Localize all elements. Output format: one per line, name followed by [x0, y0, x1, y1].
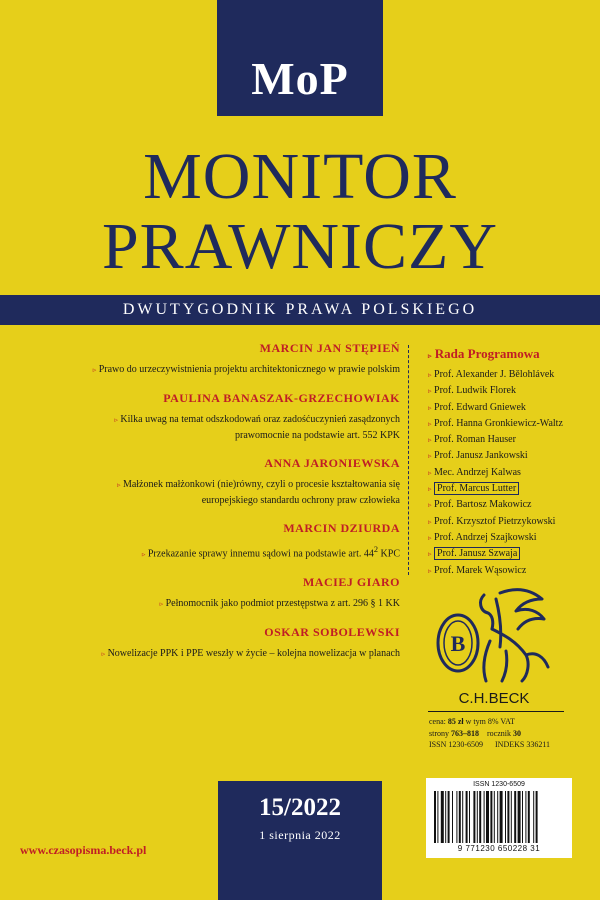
- triangle-bullet-icon: ▹: [428, 501, 432, 510]
- barcode-bar: [445, 791, 446, 843]
- article-author: MARCIN JAN STĘPIEŃ: [259, 341, 400, 355]
- barcode-bar: [490, 791, 492, 843]
- triangle-bullet-icon: ▹: [428, 517, 432, 526]
- barcode-bar: [514, 791, 516, 843]
- council-members: [428, 367, 593, 579]
- journal-logo: MoP: [251, 53, 349, 104]
- council-member: ▹ Mec. Andrzej Kalwas: [428, 466, 521, 478]
- triangle-bullet-icon: ▹: [428, 485, 432, 494]
- barcode-bar: [469, 791, 470, 843]
- council-member: ▹ Prof. Andrzej Szajkowski: [428, 531, 537, 543]
- triangle-bullet-icon: ▹: [428, 419, 432, 428]
- barcode-bar: [462, 791, 463, 843]
- publisher-rule: [428, 711, 564, 712]
- barcode-bar: [479, 791, 481, 843]
- council-heading: ▹ Rada Programowa: [428, 346, 540, 361]
- price-block: [429, 716, 579, 751]
- triangle-bullet-icon: ▹: [92, 366, 97, 374]
- issue-number: 15/2022: [259, 794, 341, 821]
- triangle-bullet-icon: ▹: [428, 550, 432, 559]
- barcode-digits: 9 771230 650228 31: [457, 844, 541, 853]
- barcode-bar: [484, 791, 485, 843]
- article-author: OSKAR SOBOLEWSKI: [264, 625, 400, 640]
- column-divider: [408, 345, 409, 575]
- triangle-bullet-icon: ▹: [159, 600, 164, 609]
- triangle-bullet-icon: ▹: [428, 468, 432, 477]
- council-member: ▹ Prof. Roman Hauser: [428, 434, 516, 446]
- barcode-bar: [522, 791, 523, 843]
- barcode-bars-icon: [434, 791, 564, 843]
- barcode-bar: [434, 791, 436, 843]
- barcode-bar: [437, 791, 438, 843]
- council-member: ▹ Prof. Alexander J. Bělohlávek: [428, 369, 555, 380]
- triangle-bullet-icon: ▹: [141, 550, 146, 559]
- publisher-name: C.H.BECK: [458, 690, 530, 707]
- council-member: ▹ Prof. Ludwik Florek: [428, 385, 516, 397]
- barcode-bar: [459, 791, 461, 843]
- barcode-bar: [507, 791, 509, 843]
- article-author: ANNA JARONIEWSKA: [264, 456, 400, 470]
- logo-box: [217, 0, 383, 116]
- council-member: ▹ Prof. Bartosz Makowicz: [428, 499, 532, 511]
- barcode-bar: [456, 791, 457, 843]
- pages-line: strony 763–818 rocznik 30: [429, 728, 521, 738]
- council-member: ▹ Prof. Janusz Jankowski: [428, 450, 528, 462]
- issue-box: [218, 781, 382, 900]
- beck-logo-letter: B: [450, 631, 466, 656]
- council-member: ▹ Prof. Edward Gniewek: [428, 401, 526, 413]
- title-line-1: MONITOR: [143, 140, 457, 213]
- article-list: [40, 340, 400, 674]
- council-member: ▹ Prof. Krzysztof Pietrzykowski: [428, 515, 556, 527]
- council-member: ▹ Prof. Janusz Szwaja: [428, 546, 593, 562]
- issue-date: 1 sierpnia 2022: [259, 828, 341, 842]
- barcode-bar: [494, 791, 495, 843]
- article-author: MACIEJ GIARO: [302, 575, 400, 590]
- barcode-bar: [533, 791, 534, 843]
- triangle-bullet-icon: ▹: [101, 650, 106, 659]
- article-title: ▹ Prawo do urzeczywistnienia projektu architektonicznego w prawie polskim: [92, 364, 400, 375]
- barcode-issn: ISSN 1230-6509: [473, 781, 525, 788]
- article-title: ▹ Nowelizacje PPK i PPE weszły w życie – kolejna nowelizacja w planach: [101, 648, 400, 660]
- article-entry: [40, 340, 400, 378]
- article-author: MARCIN DZIURDA: [283, 521, 400, 535]
- article-title: ▹ Pełnomocnik jako podmiot przestępstwa z art. 296 § 1 KK: [159, 598, 400, 610]
- council-member: ▹ Prof. Marcus Lutter: [428, 481, 593, 497]
- article-title: ▹ Małżonek małżonkowi (nie)równy, czyli o procesie kształtowania się europejskiego standardu ochrony praw człowieka: [116, 479, 400, 506]
- barcode-bar: [525, 791, 526, 843]
- issn-line: ISSN 1230-6509 INDEKS 336211: [429, 740, 551, 749]
- council-member: ▹ Prof. Marek Wąsowicz: [428, 564, 527, 576]
- triangle-bullet-icon: ▹: [428, 371, 432, 379]
- barcode-bar: [500, 791, 503, 843]
- triangle-bullet-icon: ▹: [428, 352, 432, 360]
- article-entry: [40, 455, 400, 508]
- triangle-bullet-icon: ▹: [428, 403, 432, 412]
- article-title: ▹ Kilka uwag na temat odszkodowań oraz zadośćuczynień zasądzonych prawomocnie na podstawie art. 552 KPK: [114, 414, 400, 441]
- article-entry: [40, 574, 400, 612]
- triangle-bullet-icon: ▹: [428, 387, 432, 396]
- triangle-bullet-icon: ▹: [428, 566, 432, 575]
- article-author: PAULINA BANASZAK-GRZECHOWIAK: [163, 391, 400, 405]
- article-entry: [40, 390, 400, 443]
- council-member: ▹ Prof. Hanna Gronkiewicz-Waltz: [428, 417, 563, 429]
- triangle-bullet-icon: ▹: [428, 533, 432, 542]
- article-entry: [40, 520, 400, 562]
- griffin-logo-icon: [430, 585, 558, 685]
- barcode-bar: [497, 791, 498, 843]
- program-council: [428, 345, 593, 579]
- subtitle: DWUTYGODNIK PRAWA POLSKIEGO: [122, 301, 478, 318]
- triangle-bullet-icon: ▹: [428, 436, 432, 445]
- barcode-bar: [528, 791, 530, 843]
- barcode-bar: [448, 791, 450, 843]
- article-title: ▹ Przekazanie sprawy innemu sądowi na podstawie art. $44^2$ KPC: [141, 545, 400, 560]
- barcode-bar: [505, 791, 506, 843]
- barcode-bar: [511, 791, 512, 843]
- article-entry: [40, 624, 400, 662]
- website-link[interactable]: www.czasopisma.beck.pl: [20, 843, 147, 857]
- triangle-bullet-icon: ▹: [114, 416, 118, 424]
- triangle-bullet-icon: ▹: [428, 452, 432, 461]
- barcode-bar: [466, 791, 468, 843]
- barcode: [426, 778, 572, 858]
- barcode-bar: [441, 791, 444, 843]
- title-line-2: PRAWNICZY: [101, 210, 499, 283]
- barcode-bar: [477, 791, 478, 843]
- barcode-bar: [486, 791, 489, 843]
- barcode-bar: [536, 791, 538, 843]
- barcode-bar: [473, 791, 475, 843]
- barcode-bar: [452, 791, 453, 843]
- triangle-bullet-icon: ▹: [116, 481, 121, 489]
- price-line: cena: 85 zł w tym 8% VAT: [429, 717, 515, 726]
- barcode-bar: [518, 791, 521, 843]
